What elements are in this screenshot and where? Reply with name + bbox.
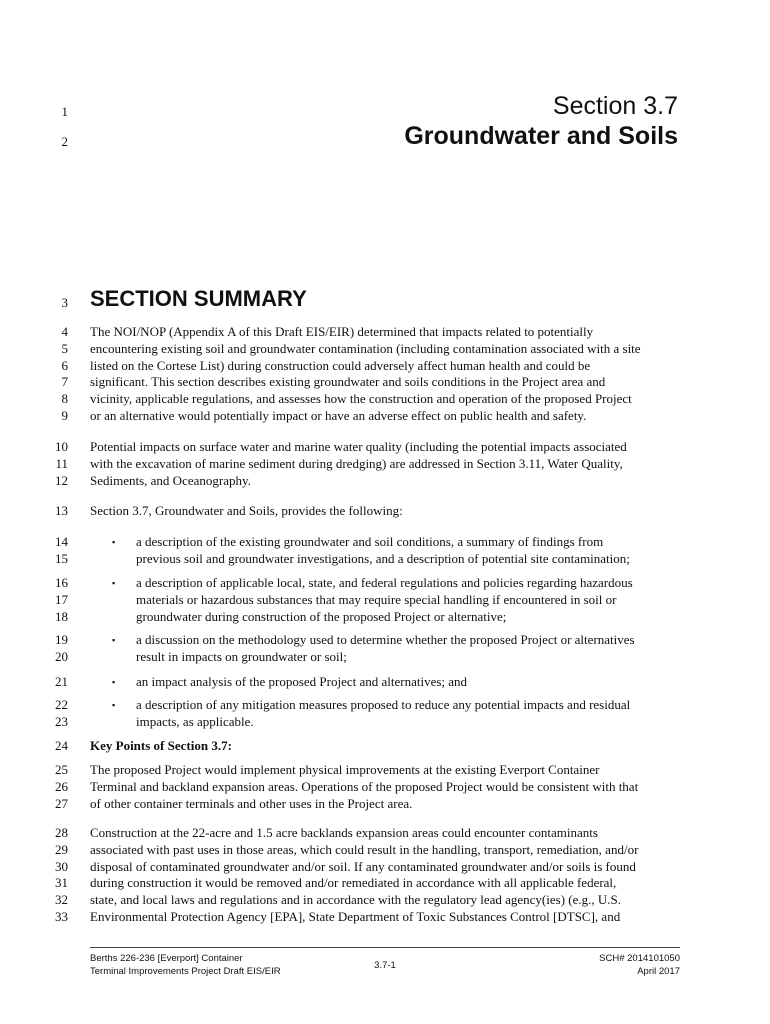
text-line: listed on the Cortese List) during construction could adversely affect human health and could be bbox=[90, 357, 591, 373]
footer-left-line: Terminal Improvements Project Draft EIS/EIR bbox=[90, 966, 281, 977]
footer-sch-date bbox=[599, 952, 680, 978]
text-line: Section 3.7, Groundwater and Soils, provides the following: bbox=[90, 503, 403, 518]
line-number: 22 bbox=[55, 697, 68, 712]
paragraph-intro bbox=[90, 324, 680, 425]
text-line: during construction it would be removed and/or remediated in accordance with all applicable federal, bbox=[90, 875, 617, 891]
line-number: 24 bbox=[55, 738, 68, 753]
text-line: disposal of contaminated groundwater and/or soil. If any contaminated groundwater and/or soils is found bbox=[90, 858, 636, 874]
text-line: materials or hazardous substances that may require special handling if encountered in soil or bbox=[136, 591, 617, 607]
line-number: 8 bbox=[61, 391, 68, 407]
line-number: 29 bbox=[55, 841, 68, 857]
line-number: 15 bbox=[55, 550, 68, 566]
footer-right-line: SCH# 2014101050 bbox=[599, 953, 680, 964]
bullet-item bbox=[136, 674, 681, 691]
line-number: 26 bbox=[55, 778, 68, 794]
line-number: 32 bbox=[55, 892, 68, 908]
line-number: 5 bbox=[61, 340, 68, 356]
line-number: 27 bbox=[55, 795, 68, 811]
key-points-heading: Key Points of Section 3.7: bbox=[90, 738, 232, 753]
text-line: result in impacts on groundwater or soil; bbox=[136, 648, 347, 664]
text-line: an impact analysis of the proposed Project and alternatives; and bbox=[136, 674, 468, 689]
footer-project-title bbox=[90, 952, 281, 978]
text-line: Sediments, and Oceanography. bbox=[90, 472, 251, 488]
text-line: Potential impacts on surface water and marine water quality (including the potential impacts associated bbox=[90, 439, 627, 454]
bullet-item bbox=[136, 632, 681, 666]
text-line: previous soil and groundwater investigations, and a description of potential site contamination; bbox=[136, 550, 630, 566]
line-number: 18 bbox=[55, 608, 68, 624]
text-line: vicinity, applicable regulations, and assesses how the construction and operation of the proposed Project bbox=[90, 391, 632, 407]
line-number: 17 bbox=[55, 591, 68, 607]
footer-left-line: Berths 226-236 [Everport] Container bbox=[90, 953, 243, 964]
bullet-icon: ▪ bbox=[112, 677, 116, 687]
line-number: 14 bbox=[55, 534, 68, 549]
paragraph-provides bbox=[90, 503, 680, 520]
text-line: impacts, as applicable. bbox=[136, 713, 254, 729]
line-number: 33 bbox=[55, 909, 68, 924]
bullet-icon: ▪ bbox=[112, 578, 116, 588]
text-line: state, and local laws and regulations and in accordance with the regulatory lead agency(ies) (e.g., U.S. bbox=[90, 892, 621, 908]
paragraph-key-point-1 bbox=[90, 762, 680, 812]
footer-divider bbox=[90, 947, 680, 948]
text-line: groundwater during construction of the proposed Project or alternative; bbox=[136, 608, 507, 624]
text-line: The proposed Project would implement physical improvements at the existing Everport Container bbox=[90, 762, 600, 777]
page-number: 3.7-1 bbox=[374, 960, 396, 971]
line-number: 21 bbox=[55, 674, 68, 689]
text-line: encountering existing soil and groundwater contamination (including contamination associated with a site bbox=[90, 340, 641, 356]
text-line: with the excavation of marine sediment during dredging) are addressed in Section 3.11, Water Quality, bbox=[90, 455, 623, 471]
line-number: 9 bbox=[61, 408, 68, 423]
line-number: 23 bbox=[55, 713, 68, 729]
text-line: The NOI/NOP (Appendix A of this Draft EIS/EIR) determined that impacts related to potentially bbox=[90, 324, 594, 339]
line-number: 10 bbox=[55, 439, 68, 454]
line-number: 7 bbox=[61, 374, 68, 390]
bullet-item bbox=[136, 534, 681, 568]
footer-right-line: April 2017 bbox=[637, 966, 680, 977]
text-line: a description of the existing groundwater and soil conditions, a summary of findings from bbox=[136, 534, 604, 549]
line-number: 25 bbox=[55, 762, 68, 777]
text-line: Environmental Protection Agency [EPA], State Department of Toxic Substances Control [DTSC], and bbox=[90, 908, 621, 924]
line-number: 3 bbox=[61, 295, 68, 310]
line-number: 31 bbox=[55, 875, 68, 891]
bullet-icon: ▪ bbox=[112, 537, 116, 547]
line-number: 1 bbox=[61, 104, 68, 119]
line-number: 12 bbox=[55, 472, 68, 488]
text-line: of other container terminals and other uses in the Project area. bbox=[90, 795, 413, 811]
line-number: 11 bbox=[55, 455, 68, 471]
key-points-heading-block bbox=[90, 738, 680, 755]
line-number: 4 bbox=[61, 324, 68, 339]
text-line: significant. This section describes existing groundwater and soils conditions in the Project area and bbox=[90, 374, 606, 390]
section-title: Groundwater and Soils bbox=[404, 122, 678, 150]
line-number: 16 bbox=[55, 575, 68, 590]
bullet-item bbox=[136, 697, 681, 731]
section-summary-heading: SECTION SUMMARY bbox=[90, 286, 307, 311]
paragraph-water-quality bbox=[90, 439, 680, 489]
text-line: Construction at the 22-acre and 1.5 acre backlands expansion areas could encounter contaminants bbox=[90, 825, 598, 840]
line-number: 6 bbox=[61, 357, 68, 373]
line-number: 19 bbox=[55, 632, 68, 647]
bullet-icon: ▪ bbox=[112, 635, 116, 645]
line-number: 28 bbox=[55, 825, 68, 840]
section-number: Section 3.7 bbox=[552, 92, 678, 120]
bullet-icon: ▪ bbox=[112, 700, 116, 710]
line-number: 30 bbox=[55, 858, 68, 874]
line-number: 2 bbox=[61, 134, 68, 149]
line-number: 13 bbox=[55, 503, 68, 518]
bullet-item bbox=[136, 575, 681, 625]
paragraph-key-point-2 bbox=[90, 825, 680, 926]
line-number: 20 bbox=[55, 648, 68, 664]
text-line: Terminal and backland expansion areas. Operations of the proposed Project would be consistent with that bbox=[90, 778, 639, 794]
text-line: or an alternative would potentially impact or have an adverse effect on public health and safety. bbox=[90, 407, 587, 423]
text-line: associated with past uses in those areas, which could result in the handling, transport, remediation, and/or bbox=[90, 841, 639, 857]
text-line: a description of applicable local, state, and federal regulations and policies regarding hazardous bbox=[136, 575, 633, 590]
text-line: a discussion on the methodology used to determine whether the proposed Project or alternatives bbox=[136, 632, 635, 647]
text-line: a description of any mitigation measures proposed to reduce any potential impacts and residual bbox=[136, 697, 631, 712]
